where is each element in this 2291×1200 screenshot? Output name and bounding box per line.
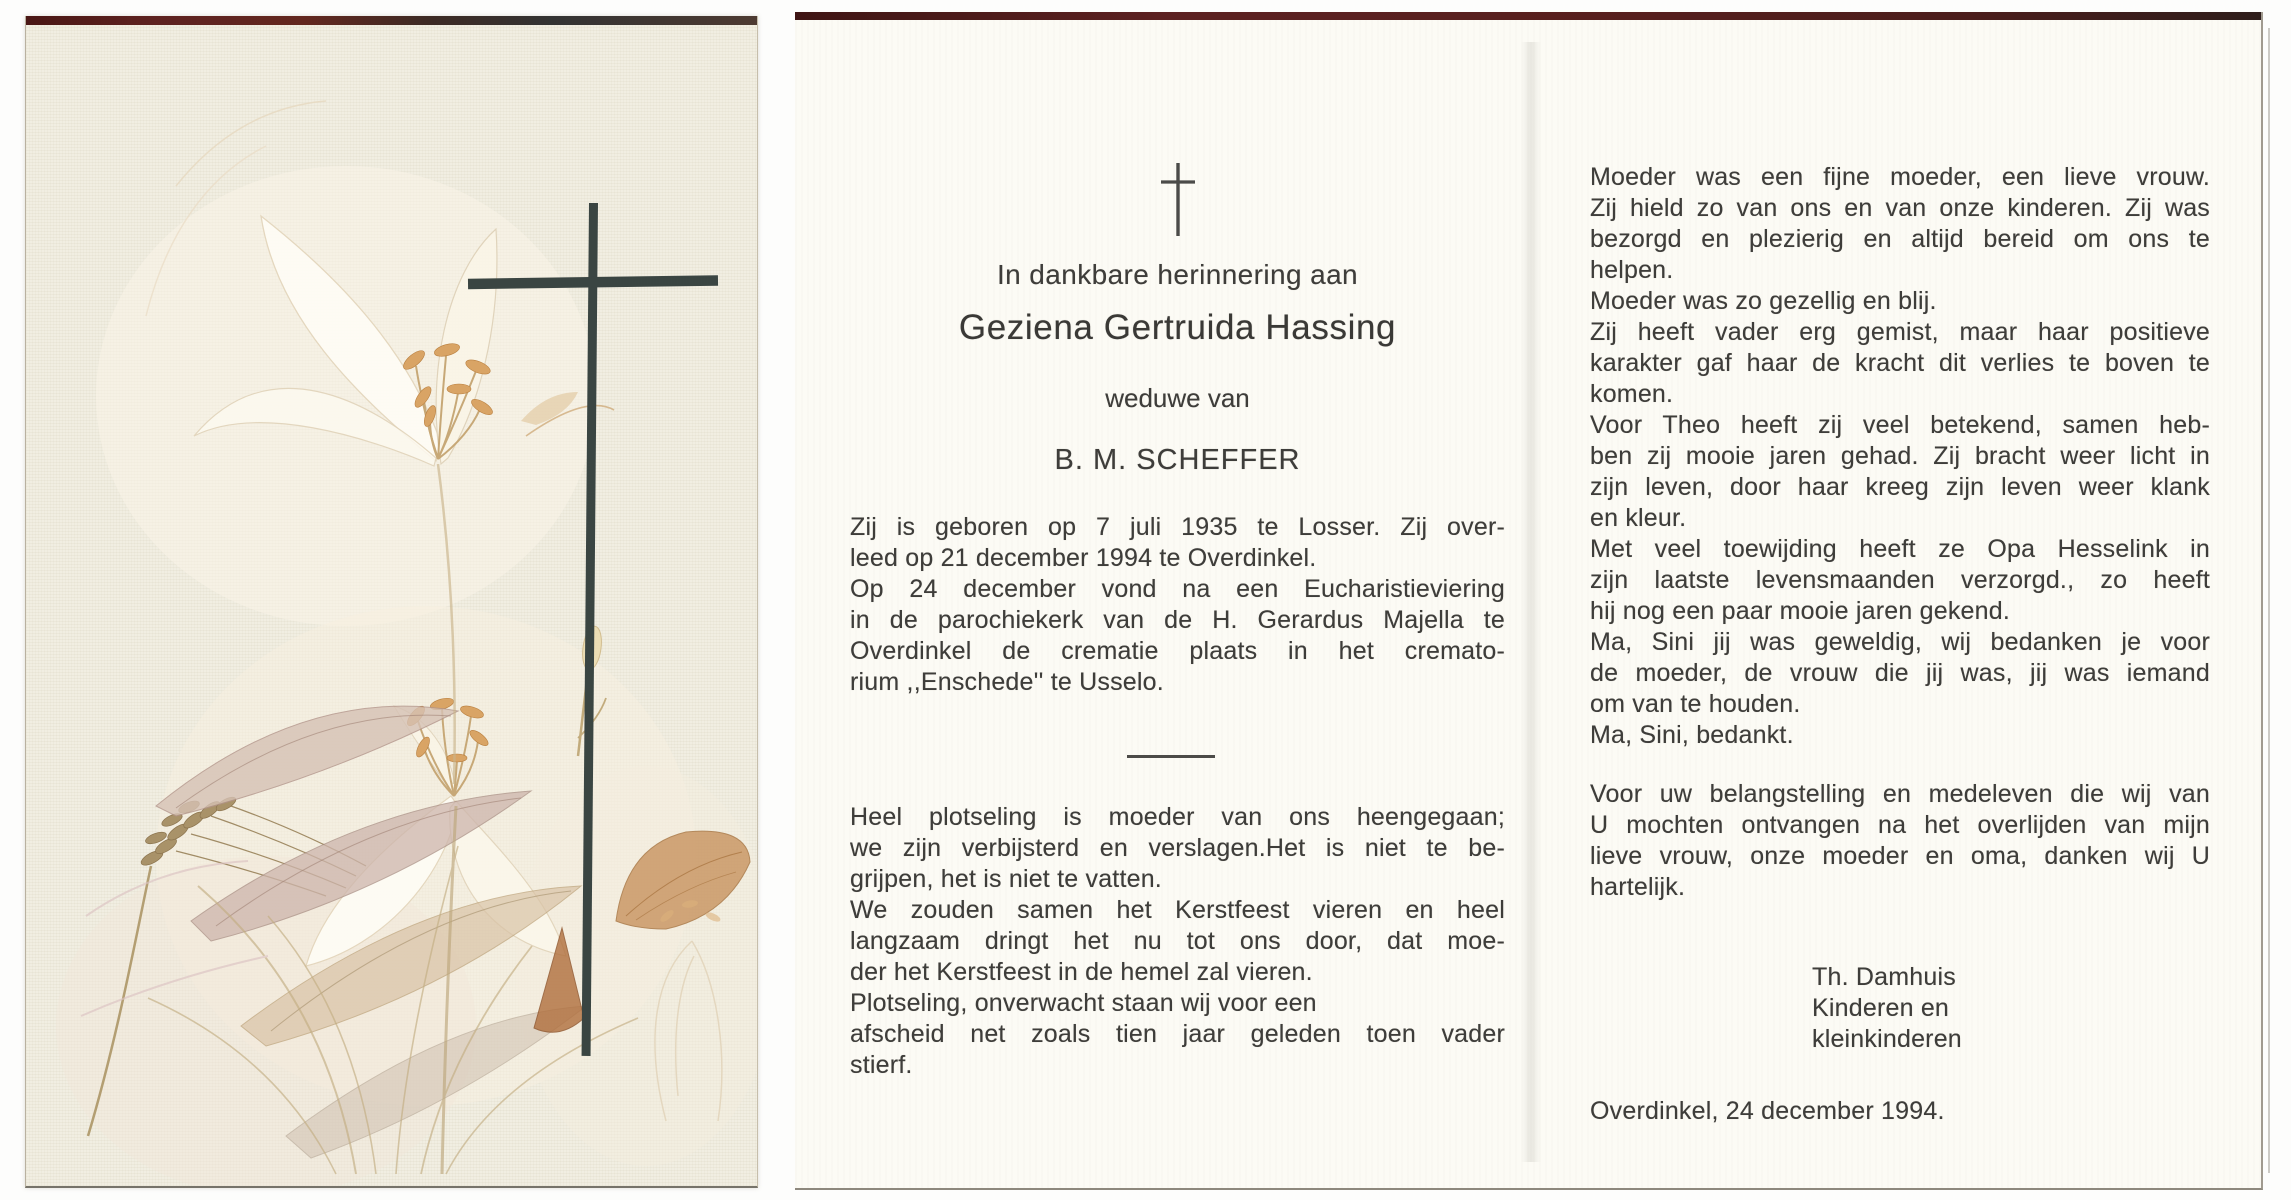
text-line: Met veel toewijding heeft ze Opa Hesselink in: [1590, 535, 2210, 563]
text-line: in de parochiekerk van de H. Gerardus Majella te: [850, 606, 1505, 634]
text-line: langzaam dringt het nu tot ons door, dat moe-: [850, 927, 1505, 955]
text-line: Moeder was een fijne moeder, een lieve vrouw.: [1590, 163, 2210, 191]
text-line: komen.: [1590, 380, 1674, 408]
text-line: Zij hield zo van ons en van onze kinderen. Zij was: [1590, 194, 2210, 222]
text-line: ben zij mooie jaren gehad. Zij bracht weer licht in: [1590, 442, 2210, 470]
text-line: Th. Damhuis: [1812, 963, 1956, 991]
text-line: Ma, Sini, bedankt.: [1590, 721, 1794, 749]
text-line: Heel plotseling is moeder van ons heengegaan;: [850, 803, 1505, 831]
text-line: de moeder, de vrouw die jij was, jij was iemand: [1590, 659, 2210, 687]
text-line: We zouden samen het Kerstfeest vieren en heel: [850, 896, 1505, 924]
intro-text: In dankbare herinnering aan: [996, 259, 1359, 290]
text-line: hij nog een paar mooie jaren gekend.: [1590, 597, 2010, 625]
text-line: hartelijk.: [1590, 873, 1686, 901]
text-line: Zij is geboren op 7 juli 1935 te Losser. Zij over-: [850, 513, 1505, 541]
tribute-paragraph: [1590, 162, 2210, 751]
text-line: Overdinkel de crematie plaats in het cremato-: [850, 637, 1505, 665]
memorial-paragraph: [850, 802, 1505, 1081]
spouse-name: B. M. SCHEFFER: [1054, 444, 1301, 476]
text-line: Moeder was zo gezellig en blij.: [1590, 287, 1937, 315]
text-line: Voor Theo heeft zij veel betekend, samen heb-: [1590, 411, 2210, 439]
text-line: en kleur.: [1590, 504, 1687, 532]
text-line: zijn leven, door haar kreeg zijn leven weer klank: [1590, 473, 2210, 501]
text-line: kleinkinderen: [1812, 1025, 1962, 1053]
text-line: helpen.: [1590, 256, 1674, 284]
text-line: we zijn verbijsterd en verslagen.Het is niet te be-: [850, 834, 1505, 862]
thanks-paragraph: [1590, 779, 2210, 903]
closing-line: Overdinkel, 24 december 1994.: [1590, 1097, 1945, 1125]
scan-edge-line: [2268, 28, 2270, 1173]
text-line: stierf.: [850, 1051, 913, 1079]
header-cross-wrap: [850, 162, 1505, 243]
latin-cross-icon: [1156, 162, 1200, 238]
text-line: bezorgd en plezierig en altijd bereid om ons te: [1590, 225, 2210, 253]
text-line: leed op 21 december 1994 te Overdinkel.: [850, 544, 1317, 572]
watercolor-washes: [56, 166, 757, 1186]
text-line: der het Kerstfeest in de hemel zal vieren.: [850, 958, 1313, 986]
text-line: om van te houden.: [1590, 690, 1801, 718]
signature-block: [1590, 962, 2291, 1055]
text-line: Ma, Sini jij was geweldig, wij bedanken je voor: [1590, 628, 2210, 656]
inner-right-page: [1590, 12, 2210, 1188]
text-line: Plotseling, onverwacht staan wij voor een: [850, 989, 1317, 1017]
relation-text: weduwe van: [1105, 383, 1250, 413]
text-line: rium ,,Enschede'' te Usselo.: [850, 668, 1164, 696]
text-line: grijpen, het is niet te vatten.: [850, 865, 1162, 893]
inner-left-page: [850, 12, 1505, 1188]
deceased-name: Geziena Gertruida Hassing: [958, 308, 1397, 347]
fold-crease: [1521, 42, 1541, 1162]
card-inner-spread: [795, 12, 2263, 1190]
text-line: karakter gaf haar de kracht dit verlies te boven te: [1590, 349, 2210, 377]
lilies-and-cross-illustration: [26, 16, 757, 1186]
text-line: zijn laatste levensmaanden verzorgd., zo heeft: [1590, 566, 2210, 594]
text-line: U mochten ontvangen na het overlijden van mijn: [1590, 811, 2210, 839]
text-line: afscheid net zoals tien jaar geleden toen vader: [850, 1020, 1505, 1048]
text-line: Zij heeft vader erg gemist, maar haar positieve: [1590, 318, 2210, 346]
text-line: Voor uw belangstelling en medeleven die wij van: [1590, 780, 2210, 808]
text-line: lieve vrouw, onze moeder en oma, danken wij U: [1590, 842, 2210, 870]
text-line: Kinderen en: [1812, 994, 1950, 1022]
birth-death-paragraph: [850, 512, 1505, 698]
section-divider: [1127, 755, 1215, 758]
text-line: Op 24 december vond na een Eucharistieviering: [850, 575, 1505, 603]
card-cover-panel: [25, 16, 758, 1188]
